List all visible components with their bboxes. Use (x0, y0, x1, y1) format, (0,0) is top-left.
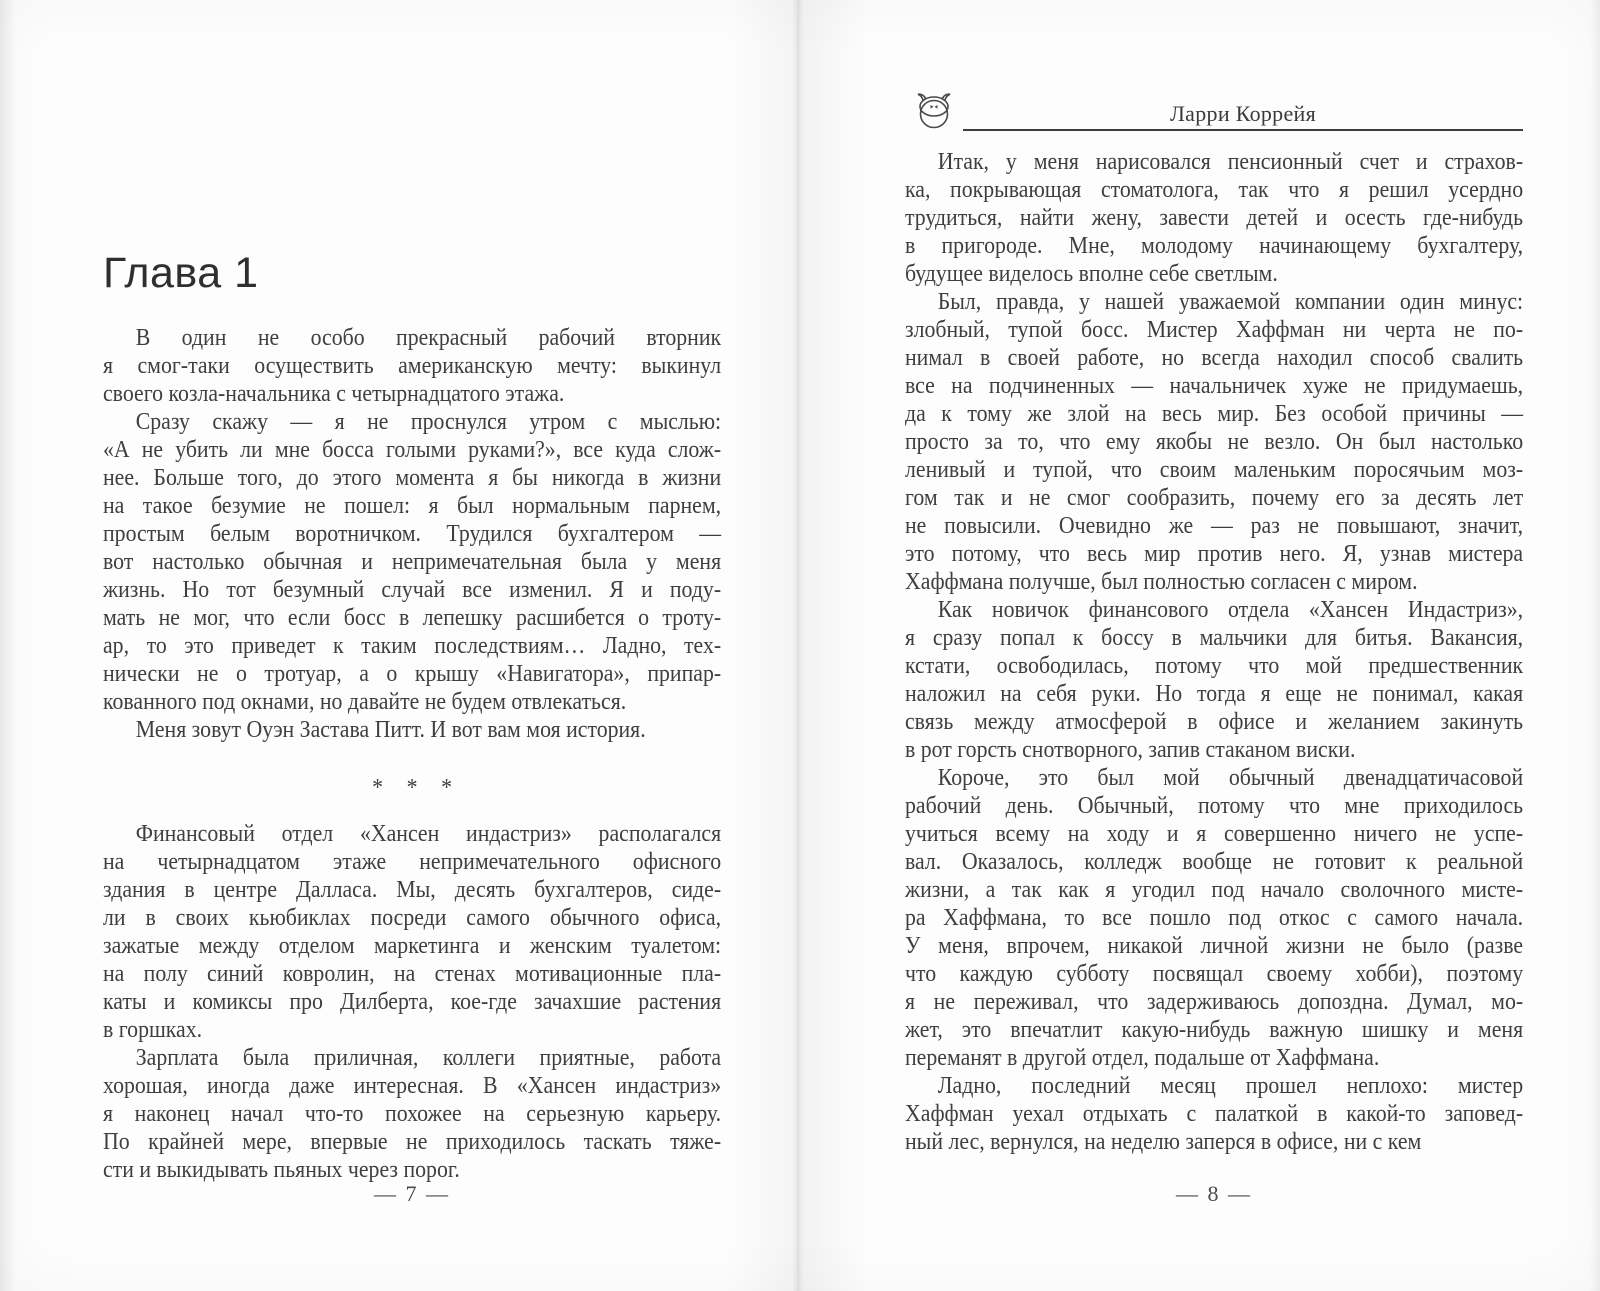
text-line: просто за то, что ему якобы не везло. Он был настолько (905, 429, 1524, 455)
text-line: Хаффман уехал отдыхать с палаткой в какой-то заповед- (905, 1101, 1524, 1127)
text-line: я наконец начал что-то похожее на серьезную карьеру. (103, 1101, 722, 1127)
right-page-number: — 8 — (1176, 1181, 1252, 1206)
paragraph (103, 324, 721, 408)
text-line: вот настолько обычная и непримечательная была у меня (103, 549, 722, 575)
paragraph (103, 820, 721, 1044)
text-line: наложил на себя руки. Но тогда я еще не понимал, какая (905, 681, 1524, 707)
text-line: трудиться, найти жену, завести детей и осесть где-нибудь (905, 205, 1524, 231)
paragraph (905, 1072, 1523, 1156)
text-line: По крайней мере, впервые не приходилось таскать тяже- (103, 1129, 722, 1155)
text-line: ли в своих кьюбиклах посреди самого обычного офиса, (103, 905, 722, 931)
text-line: учиться всему на ходу и я совершенно ничего не успе- (905, 821, 1524, 847)
paragraph (905, 148, 1523, 288)
paragraph (103, 1044, 721, 1184)
text-line: на полу синий ковролин, на стенах мотивационные пла- (103, 961, 722, 987)
section-separator: * * * (372, 775, 462, 801)
text-line: я не переживал, что задерживаюсь допоздна. Думал, мо- (905, 989, 1524, 1015)
text-line: ный лес, вернулся, на неделю заперся в офисе, ни с кем (905, 1129, 1422, 1155)
text-line: да к тому же злой на весь мир. Без особой причины — (905, 401, 1524, 427)
text-line: простым белым воротничком. Трудился бухгалтером — (103, 521, 722, 547)
text-line: гом так и не смог сообразить, почему его за десять лет (905, 485, 1524, 511)
text-line: Итак, у меня нарисовался пенсионный счет и страхов- (937, 149, 1524, 175)
text-line: Ладно, последний месяц прошел неплохо: мистер (937, 1073, 1524, 1099)
text-line: все на подчиненных — начальничек хуже не придумаешь, (905, 373, 1524, 399)
text-line: ка, покрывающая стоматолога, так что я решил усердно (905, 177, 1524, 203)
text-line: переманят в другой отдел, подальше от Хаффмана. (905, 1045, 1380, 1071)
left-page-number: — 7 — (374, 1181, 450, 1206)
left-page-text (103, 324, 721, 1184)
text-line: У меня, впрочем, никакой личной жизни не было (разве (905, 933, 1524, 959)
left-page-edge-shadow (0, 0, 16, 1291)
right-page[interactable] (905, 0, 1523, 1291)
text-line: на четырнадцатом этаже непримечательного офисного (103, 849, 722, 875)
text-line: связь между атмосферой в офисе и желанием закинуть (905, 709, 1524, 735)
text-line: в горшках. (103, 1017, 203, 1043)
text-line: это потому, что весь мир против него. Я, узнав мистера (905, 541, 1524, 567)
left-page[interactable] (103, 0, 721, 1291)
chapter-title: Глава 1 (103, 249, 259, 297)
paragraph (905, 288, 1523, 596)
text-line: кованного под окнами, но давайте не будем отвлекаться. (103, 689, 627, 715)
text-line: Меня зовут Оуэн Застава Питт. И вот вам моя история. (135, 717, 646, 743)
running-header (905, 90, 1523, 136)
text-line: хорошая, иногда даже интересная. В «Хансен индастриз» (103, 1073, 722, 1099)
page-gutter-line (798, 0, 799, 1291)
text-line: ленивый и тупой, что своим маленьким поросячьим моз- (905, 457, 1524, 483)
text-line: Короче, это был мой обычный двенадцатичасовой (937, 765, 1524, 791)
right-page-edge-shadow (1590, 0, 1600, 1291)
text-line: зажатые между отделом маркетинга и женским туалетом: (103, 933, 722, 959)
text-line: ар, то это приведет к таким последствиям… Ладно, тех- (103, 633, 722, 659)
text-line: Как новичок финансового отдела «Хансен Индастриз», (937, 597, 1524, 623)
paragraph (905, 596, 1523, 764)
text-line: в пригороде. Мне, молодому начинающему бухгалтеру, (905, 233, 1524, 259)
text-line: сти и выкидывать пьяных через порог. (103, 1157, 460, 1183)
text-line: не повысили. Очевидно же — раз не повышают, значит, (905, 513, 1524, 539)
text-line: Был, правда, у нашей уважаемой компании один минус: (937, 289, 1524, 315)
text-line: кстати, освободилась, потому что мой предшественник (905, 653, 1524, 679)
text-line: рабочий день. Обычный, потому что мне приходилось (905, 793, 1524, 819)
text-line: В один не особо прекрасный рабочий вторник (135, 325, 722, 351)
text-line: нее. Больше того, до этого момента я бы никогда в жизни (103, 465, 722, 491)
header-rule (963, 129, 1523, 131)
right-page-text (905, 148, 1523, 1156)
text-line: Зарплата была приличная, коллеги приятные, работа (135, 1045, 722, 1071)
paragraph (103, 408, 721, 716)
text-line: своего козла-начальника с четырнадцатого этажа. (103, 381, 565, 407)
text-line: что каждую субботу посвящал своему хобби), поэтому (905, 961, 1524, 987)
text-line: ра Хаффмана, то все пошло под откос с самого начала. (905, 905, 1524, 931)
text-line: Финансовый отдел «Хансен индастриз» располагался (135, 821, 722, 847)
text-line: нимал в своей работе, но всегда находил способ свалить (905, 345, 1524, 371)
text-line: жет, это впечатлит какую-нибудь важную шишку и меня (905, 1017, 1524, 1043)
text-line: жизни, а так как я угодил под начало сволочного мисте- (905, 877, 1524, 903)
paragraph (905, 764, 1523, 1072)
text-line: я смог-таки осуществить американскую мечту: выкинул (103, 353, 722, 379)
text-line: злобный, тупой босс. Мистер Хаффман ни черта не по- (905, 317, 1524, 343)
text-line: Хаффмана получше, был полностью согласен с миром. (905, 569, 1418, 595)
text-line: в рот горсть снотворного, запив стаканом виски. (905, 737, 1356, 763)
text-line: вал. Оказалось, колледж вообще не готовит к реальной (905, 849, 1524, 875)
text-line: каты и комиксы про Дилберта, кое-где зачахшие растения (103, 989, 722, 1015)
running-header-author: Ларри Коррейя (1169, 101, 1317, 126)
paragraph (103, 716, 721, 744)
text-line: нически не о тротуар, а о крышу «Навигатора», припар- (103, 661, 722, 687)
text-line: на такое безумие не пошел: я был нормальным парнем, (103, 493, 722, 519)
devil-head-icon (913, 90, 955, 136)
text-line: «А не убить ли мне босса голыми руками?», все куда слож- (103, 437, 722, 463)
text-line: будущее виделось вполне себе светлым. (905, 261, 1278, 287)
text-line: мать не мог, что если босс в лепешку расшибется о троту- (103, 605, 722, 631)
text-line: здания в центре Далласа. Мы, десять бухгалтеров, сиде- (103, 877, 722, 903)
text-line: жизнь. Но тот безумный случай все изменил. Я и поду- (103, 577, 722, 603)
text-line: Сразу скажу — я не проснулся утром с мыслью: (135, 409, 722, 435)
text-line: я сразу попал к боссу в мальчики для битья. Вакансия, (905, 625, 1524, 651)
